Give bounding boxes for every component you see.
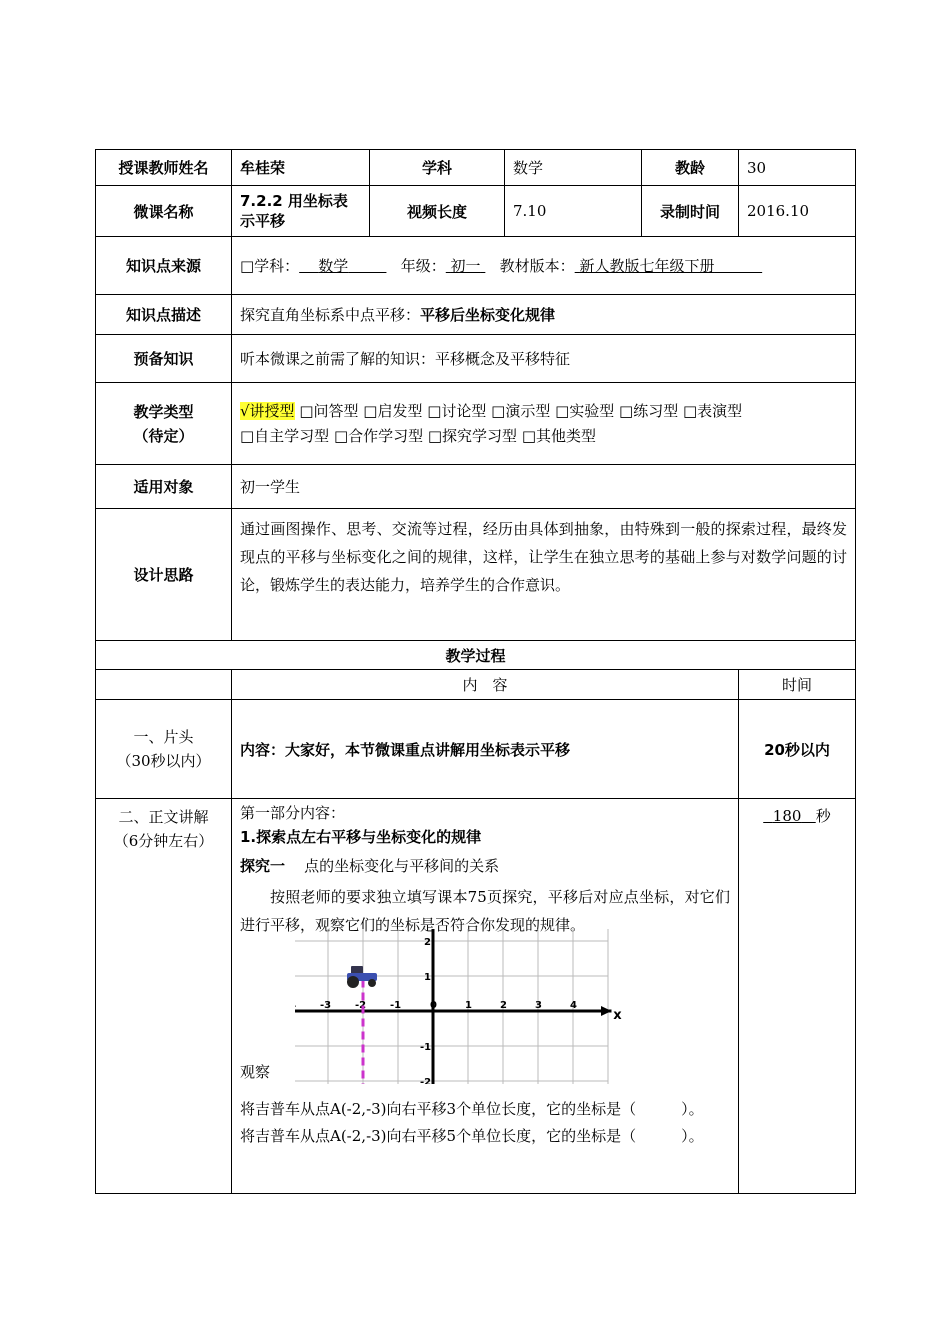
x-tick-label: -1 <box>390 1000 402 1011</box>
prep-content: 听本微课之前需了解的知识：平移概念及平移特征 <box>232 335 856 383</box>
course-name-line2: 示平移 <box>240 212 286 230</box>
row2-explore <box>240 849 730 883</box>
target-label: 适用对象 <box>96 465 232 509</box>
y-tick-label: -1 <box>420 1042 432 1053</box>
row2-label-line1: 二、正文讲解 <box>118 808 209 826</box>
x-axis-arrow <box>601 1006 612 1016</box>
teacher-name: 牟桂荣 <box>232 150 370 186</box>
process-col-content: 内 容 <box>232 670 739 700</box>
teacher-label: 授课教师姓名 <box>96 150 232 186</box>
row2-para: 按照老师的要求独立填写课本75页探究，平移后对应点坐标，对它们进行平移，观察它们的坐标是否符合你发现的规律。 <box>240 888 730 934</box>
x-tick-label: -3 <box>320 1000 332 1011</box>
source-content <box>232 237 856 295</box>
subject-label: 学科 <box>370 150 505 186</box>
question-2: 将吉普车从点A(-2,-3)向右平移5个单位长度，它的坐标是（ ）。 <box>240 1127 704 1145</box>
subject-value: 数学 <box>505 150 642 186</box>
course-name-line1: 7.2.2 用坐标表 <box>240 192 348 210</box>
record-value: 2016.10 <box>739 186 856 237</box>
x-tick-label: 1 <box>465 1000 472 1011</box>
type-label-line1: 教学类型 <box>133 402 194 421</box>
type-content <box>232 383 856 465</box>
coordinate-graph <box>295 929 625 1084</box>
question-1: 将吉普车从点A(-2,-3)向右平移3个单位长度，它的坐标是（ ）。 <box>240 1100 704 1118</box>
design-content <box>232 509 856 641</box>
row1-content: 内容：大家好，本节微课重点讲解用坐标表示平移 <box>232 700 739 799</box>
type-label-line2: （待定） <box>133 426 194 445</box>
type-options-1[interactable]: □问答型 □启发型 □讨论型 □演示型 □实验型 □练习型 □表演型 <box>294 401 743 420</box>
x-tick-label: 2 <box>500 1000 507 1011</box>
source-label: 知识点来源 <box>96 237 232 295</box>
process-col-blank <box>96 670 232 700</box>
observe-label: 观察 <box>240 1063 271 1081</box>
tractor-top-cab <box>351 966 363 974</box>
tractor-top-front-wheel <box>368 979 376 987</box>
type-label <box>96 383 232 465</box>
source-subject-prefix: □学科： <box>240 257 300 275</box>
row2-time <box>739 799 856 1194</box>
source-subject-value: 数学 <box>318 257 349 275</box>
row1-label-line2: （30秒以内） <box>116 752 211 770</box>
desc-text-bold: 平移后坐标变化规律 <box>420 306 556 324</box>
x-tick-label <box>295 1000 296 1011</box>
process-col-time: 时间 <box>739 670 856 700</box>
source-edition-value: 新人教版七年级下册 <box>579 257 715 275</box>
type-options-line2[interactable]: □自主学习型 □合作学习型 □探究学习型 □其他类型 <box>240 426 596 445</box>
source-edition-prefix: 教材版本： <box>499 257 575 275</box>
years-value: 30 <box>739 150 856 186</box>
desc-label: 知识点描述 <box>96 295 232 335</box>
desc-content <box>232 295 856 335</box>
x-tick-label: 4 <box>570 1000 577 1011</box>
row2-heading: 1.探索点左右平移与坐标变化的规律 <box>240 828 482 846</box>
record-label: 录制时间 <box>642 186 739 237</box>
x-tick-label: -2 <box>355 1000 367 1011</box>
type-selected[interactable]: √讲授型 <box>240 401 295 420</box>
process-title: 教学过程 <box>96 641 856 670</box>
design-label: 设计思路 <box>96 509 232 641</box>
source-grade-value: 初一 <box>450 257 481 275</box>
row2-label-line2: （6分钟左右） <box>113 832 214 850</box>
y-tick-label: 1 <box>424 972 431 983</box>
x-tick-label: 0 <box>430 1000 437 1011</box>
row2-label <box>96 799 232 1194</box>
length-label: 视频长度 <box>370 186 505 237</box>
row1-label-line1: 一、片头 <box>133 728 194 746</box>
course-name <box>232 186 370 237</box>
x-axis-label: x <box>613 1008 622 1023</box>
length-value: 7.10 <box>505 186 642 237</box>
desc-text-plain: 探究直角坐标系中点平移： <box>240 306 421 324</box>
target-content: 初一学生 <box>232 465 856 509</box>
x-tick-label: 3 <box>535 1000 542 1011</box>
prep-label: 预备知识 <box>96 335 232 383</box>
course-label: 微课名称 <box>96 186 232 237</box>
years-label: 教龄 <box>642 150 739 186</box>
y-tick-label: 2 <box>424 937 431 948</box>
row2-part: 第一部分内容： <box>240 804 346 822</box>
design-text: 通过画图操作、思考、交流等过程，经历由具体到抽象，由特殊到一般的探索过程，最终发现点的平移与坐标变化之间的规律，这样，让学生在独立思考的基础上参与对数学问题的讨论，锻炼学生的表达能力，培养学生的合作意识。 <box>240 520 847 594</box>
row2-content <box>232 799 739 1194</box>
source-grade-prefix: 年级： <box>400 257 446 275</box>
graph-area <box>240 939 730 1094</box>
row2-time-unit: 秒 <box>815 807 831 825</box>
lesson-plan-table <box>95 149 856 1194</box>
row1-time: 20秒以内 <box>739 700 856 799</box>
tractor-top-rear-wheel <box>347 976 359 988</box>
explore-text: 点的坐标变化与平移间的关系 <box>304 857 500 875</box>
row2-time-value: 180 <box>772 807 802 825</box>
explore-label: 探究一 <box>240 857 286 875</box>
row1-label <box>96 700 232 799</box>
type-options-line1 <box>240 399 847 424</box>
y-tick-label: -2 <box>420 1077 432 1084</box>
